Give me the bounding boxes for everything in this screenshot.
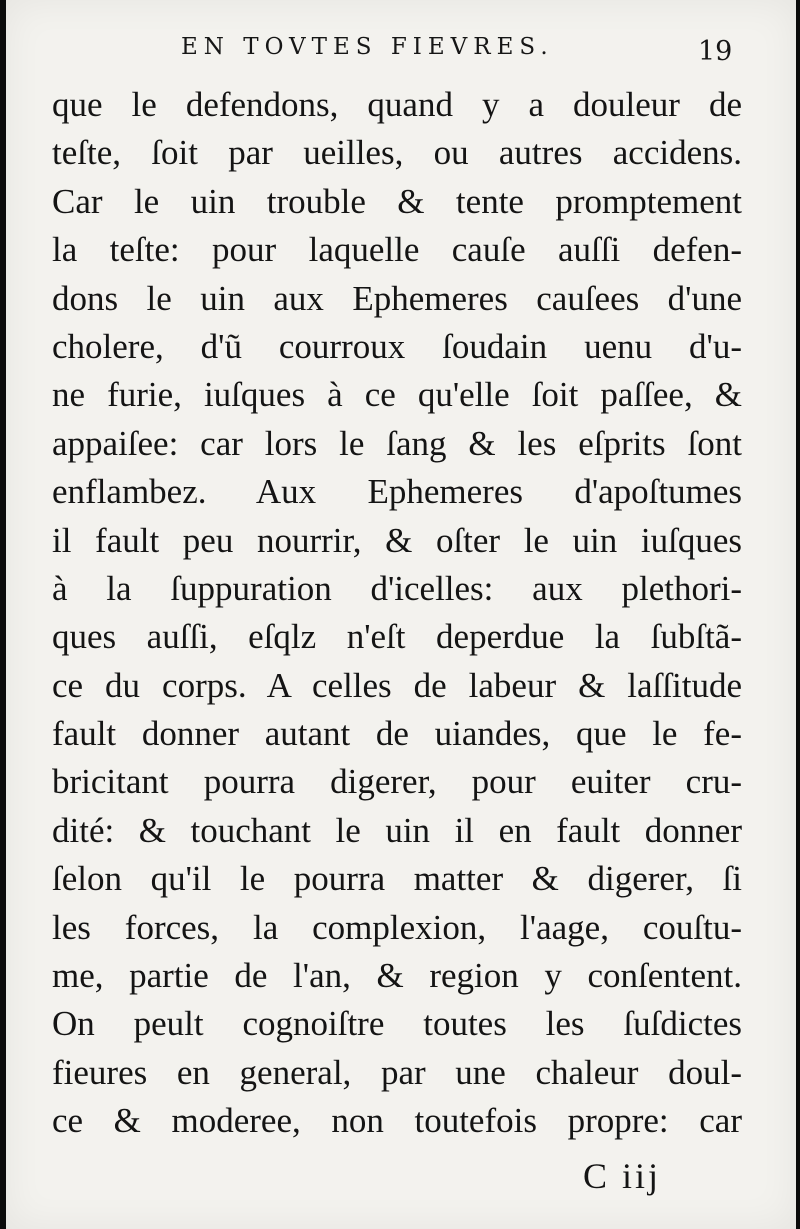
text-line: les forces, la complexion, l'aage, couſtu- [52, 907, 742, 947]
book-page [6, 0, 796, 1229]
text-line: cholere, d'ũ courroux ſoudain uenu d'u- [52, 326, 742, 366]
text-line: dons le uin aux Ephemeres cauſees d'une [52, 278, 742, 318]
text-line: ce & moderee, non toutefois propre: car [52, 1101, 742, 1141]
text-line: la teſte: pour laquelle cauſe auſſi defen- [52, 230, 742, 270]
text-line: fault donner autant de uiandes, que le fe- [52, 714, 742, 754]
text-line: teſte, ſoit par ueilles, ou autres accidens. [52, 133, 742, 173]
text-line: Car le uin trouble & tente promptement [52, 181, 742, 221]
page-number: 19 [698, 36, 733, 67]
text-line: il fault peu nourrir, & oſter le uin iuſques [52, 520, 742, 560]
text-line: appaiſee: car lors le ſang & les eſprits ſont [52, 423, 742, 463]
text-line: me, partie de l'an, & region y conſentent. [52, 956, 742, 996]
text-line: dité: & touchant le uin il en fault donner [52, 810, 742, 850]
body-text [52, 81, 742, 1146]
signature-mark: C iij [583, 1156, 662, 1196]
text-line: enflambez. Aux Ephemeres d'apoſtumes [52, 472, 742, 512]
text-line: ne furie, iuſques à ce qu'elle ſoit paſſee, & [52, 375, 742, 415]
text-line: ſelon qu'il le pourra matter & digerer, ſi [52, 859, 742, 899]
running-head: EN TOVTES FIEVRES. [181, 34, 554, 60]
text-line: ce du corps. A celles de labeur & laſſitude [52, 665, 742, 705]
text-line: bricitant pourra digerer, pour euiter cru- [52, 762, 742, 802]
text-line: à la ſuppuration d'icelles: aux plethori- [52, 568, 742, 608]
text-line: que le defendons, quand y a douleur de [52, 85, 742, 124]
text-line: ques auſſi, eſqlz n'eſt deperdue la ſubſtã- [52, 617, 742, 657]
text-line: On peult cognoiſtre toutes les ſuſdictes [52, 1004, 742, 1044]
text-line: fieures en general, par une chaleur doul- [52, 1052, 742, 1092]
